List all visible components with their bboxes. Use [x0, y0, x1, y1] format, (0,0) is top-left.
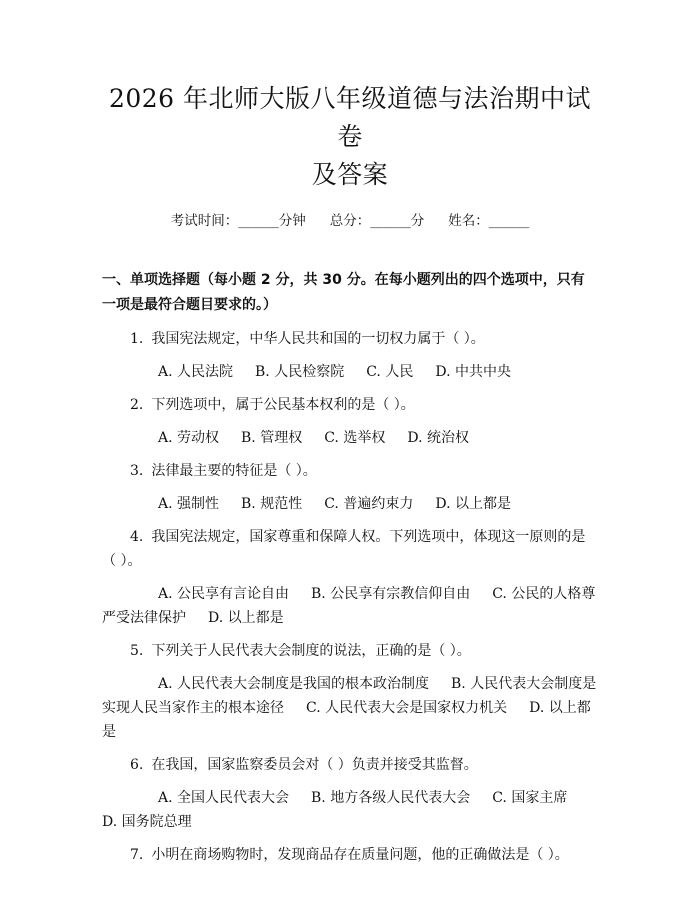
option-a: A. 强制性 [158, 496, 220, 512]
title-line-1: 2026 年北师大版八年级道德与法治期中试卷 [108, 84, 592, 151]
option-a: A. 人民代表大会制度是我国的根本政治制度 [158, 676, 430, 692]
exam-meta [102, 211, 598, 231]
option-d: D. 以上都是 [435, 496, 511, 512]
question-1 [102, 327, 598, 351]
question-3 [102, 459, 598, 483]
option-a: A. 劳动权 [158, 430, 220, 446]
exam-time-field: 考试时间：______分钟 [170, 213, 306, 229]
option-d: D. 国务院总理 [102, 814, 192, 830]
option-a: A. 全国人民代表大会 [158, 790, 290, 806]
option-b: B. 人民代表大会制度是实现人民当家作主的根本途径 [102, 676, 597, 716]
option-c: C. 普遍约束力 [324, 496, 414, 512]
option-d: D. 统治权 [407, 430, 469, 446]
option-b: B. 管理权 [241, 430, 303, 446]
question-2 [102, 393, 598, 417]
option-c: C. 选举权 [324, 430, 386, 446]
option-c: C. 公民的人格尊严受法律保护 [102, 586, 596, 626]
question-number: 3. [130, 463, 144, 479]
question-7 [102, 843, 598, 867]
question-2-options [102, 426, 598, 450]
question-4 [102, 525, 598, 573]
question-number: 2. [130, 397, 144, 413]
question-text: 法律最主要的特征是（ ）。 [151, 463, 317, 479]
question-6-options [102, 786, 598, 834]
option-b: B. 规范性 [241, 496, 303, 512]
document-title [102, 0, 598, 194]
question-text: 小明在商场购物时，发现商品存在质量问题，他的正确做法是（ ）。 [151, 847, 569, 863]
question-number: 6. [130, 757, 144, 773]
question-4-options [102, 582, 598, 630]
question-number: 5. [130, 643, 144, 659]
section-heading: 一、单项选择题（每小题 2 分，共 30 分。在每小题列出的四个选项中，只有一项是最符合题目要求的。） [102, 272, 585, 313]
question-number: 1. [130, 331, 144, 347]
question-5-options [102, 672, 598, 744]
option-d: D. 中共中央 [435, 364, 511, 380]
question-5 [102, 639, 598, 663]
question-text: 下列关于人民代表大会制度的说法，正确的是（ ）。 [151, 643, 471, 659]
option-c: C. 国家主席 [492, 790, 568, 806]
question-6 [102, 753, 598, 777]
option-c: C. 人民代表大会是国家权力机关 [306, 700, 508, 716]
question-text: 我国宪法规定，国家尊重和保障人权。下列选项中，体现这一原则的是（ ）。 [102, 529, 586, 569]
question-number: 4. [130, 529, 144, 545]
question-3-options [102, 492, 598, 516]
option-b: B. 公民享有宗教信仰自由 [311, 586, 471, 602]
question-text: 我国宪法规定，中华人民共和国的一切权力属于（ ）。 [151, 331, 485, 347]
question-text: 在我国，国家监察委员会对（ ）负责并接受其监督。 [151, 757, 478, 773]
option-a: A. 人民法院 [158, 364, 234, 380]
question-text: 下列选项中，属于公民基本权利的是（ ）。 [151, 397, 415, 413]
question-1-options [102, 360, 598, 384]
option-d: D. 以上都是 [102, 700, 591, 740]
option-d: D. 以上都是 [208, 610, 284, 626]
option-b: B. 人民检察院 [255, 364, 345, 380]
total-score-field: 总分：______分 [329, 213, 425, 229]
title-line-2: 及答案 [311, 160, 389, 189]
name-field: 姓名：______ [448, 213, 530, 229]
option-b: B. 地方各级人民代表大会 [311, 790, 471, 806]
option-a: A. 公民享有言论自由 [158, 586, 290, 602]
option-c: C. 人民 [366, 364, 414, 380]
question-number: 7. [130, 847, 144, 863]
